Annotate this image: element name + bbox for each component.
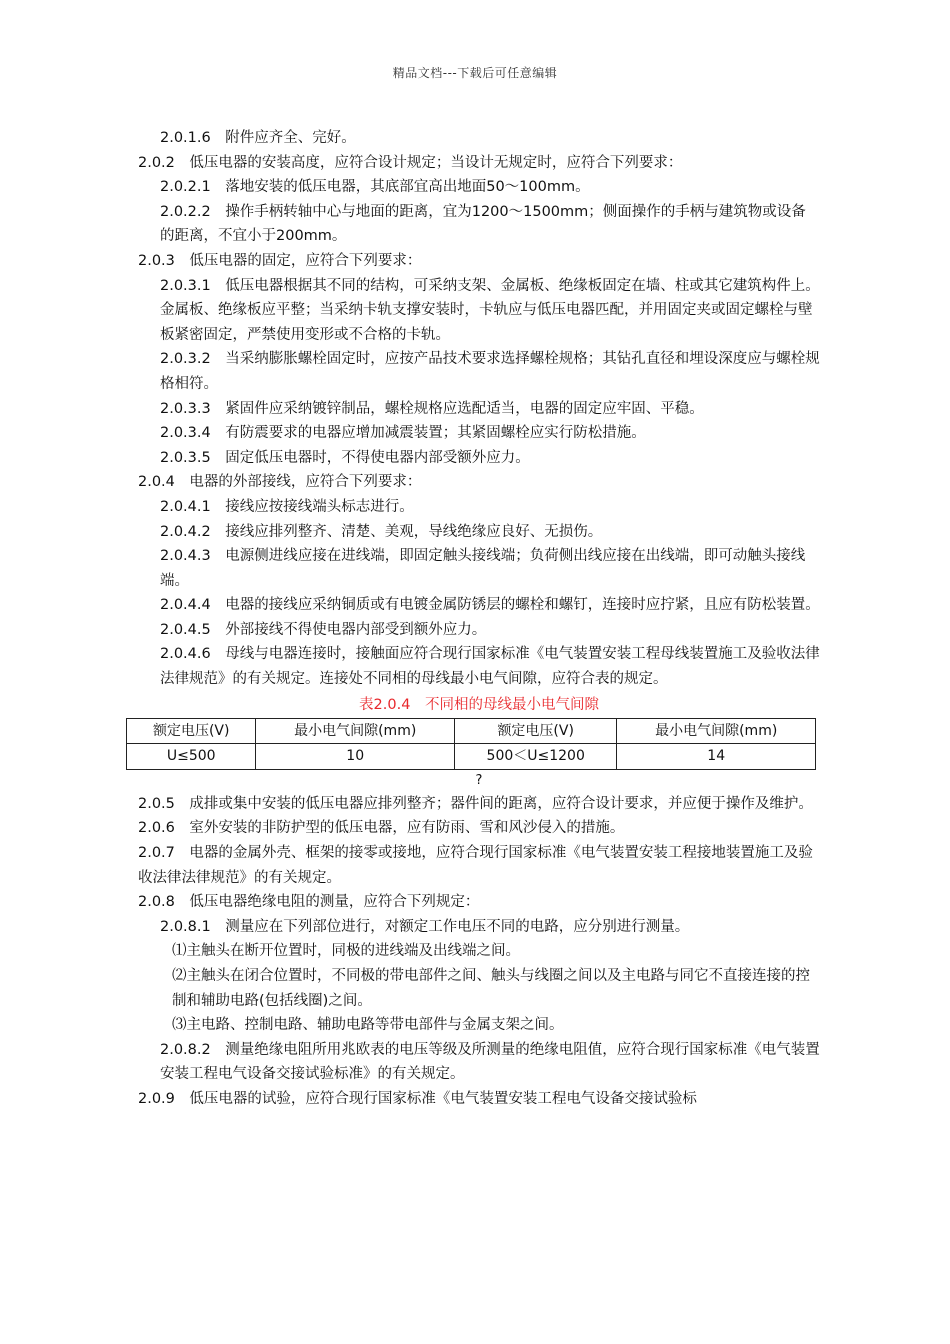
paragraph-group-bottom xyxy=(138,792,820,1112)
paragraph: ⑵主触头在闭合位置时，不同极的带电部件之间、触头与线圈之间以及主电路与同它不直接连接的控制和辅助电路(包括线圈)之间。 xyxy=(172,968,810,1009)
document-body xyxy=(138,126,820,1112)
paragraph: 2.0.7 电器的金属外壳、框架的接零或接地，应符合现行国家标准《电气装置安装工程接地装置施工及验收法律法律规范》的有关规定。 xyxy=(138,845,813,886)
table-header-row xyxy=(127,718,816,744)
paragraph: ⑴主触头在断开位置时，同极的进线端及出线端之间。 xyxy=(172,943,520,960)
paragraph: 2.0.3.2 当采纳膨胀螺栓固定时，应按产品技术要求选择螺栓规格；其钻孔直径和埋设深度应与螺栓规格相符。 xyxy=(160,351,820,392)
paragraph: 2.0.8.1 测量应在下列部位进行，对额定工作电压不同的电路，应分别进行测量。 xyxy=(160,918,690,935)
table-caption: 表2.0.4 不同相的母线最小电气间隙 xyxy=(359,696,599,713)
paragraph: 2.0.2.2 操作手柄转轴中心与地面的距离，宜为1200～1500mm；侧面操作的手柄与建筑物或设备的距离，不宜小于200mm。 xyxy=(160,203,806,245)
paragraph: 2.0.3.5 固定低压电器时，不得使电器内部受额外应力。 xyxy=(160,449,530,466)
placeholder-mark: ? xyxy=(475,772,483,788)
table-header-cell: 额定电压(V) xyxy=(454,718,616,744)
paragraph: 2.0.1.6 附件应齐全、完好。 xyxy=(160,130,356,146)
paragraph: 2.0.3.3 紧固件应采纳镀锌制品，螺栓规格应选配适当，电器的固定应牢固、平稳。 xyxy=(160,400,704,417)
table-cell: 10 xyxy=(256,744,455,770)
table-cell: 500＜U≤1200 xyxy=(454,744,616,770)
table-header-cell: 额定电压(V) xyxy=(127,718,256,744)
paragraph: 2.0.4.1 接线应按接线端头标志进行。 xyxy=(160,498,414,515)
paragraph: 2.0.2 低压电器的安装高度，应符合设计规定；当设计无规定时，应符合下列要求： xyxy=(138,154,683,171)
paragraph: 2.0.4.4 电器的接线应采纳铜质或有电镀金属防锈层的螺栓和螺钉，连接时应拧紧，且应有防松装置。 xyxy=(160,597,820,614)
paragraph: 2.0.3 低压电器的固定，应符合下列要求： xyxy=(138,252,422,269)
table-cell: 14 xyxy=(617,744,816,770)
paragraph: 2.0.8.2 测量绝缘电阻所用兆欧表的电压等级及所测量的绝缘电阻值，应符合现行国家标准《电气装置安装工程电气设备交接试验标准》的有关规定。 xyxy=(160,1041,820,1083)
paragraph: ⑶主电路、控制电路、辅助电路等带电部件与金属支架之间。 xyxy=(172,1017,564,1034)
paragraph: 2.0.4.3 电源侧进线应接在进线端，即固定触头接线端；负荷侧出线应接在出线端，即可动触头接线端。 xyxy=(160,548,806,589)
paragraph: 2.0.5 成排或集中安装的低压电器应排列整齐；器件间的距离，应符合设计要求，并应便于操作及维护。 xyxy=(138,795,813,812)
paragraph: 2.0.9 低压电器的试验，应符合现行国家标准《电气装置安装工程电气设备交接试验标 xyxy=(138,1090,697,1107)
page-header: 精品文档---下载后可任意编辑 xyxy=(392,66,558,80)
paragraph: 2.0.4 电器的外部接线，应符合下列要求： xyxy=(138,474,422,491)
paragraph: 2.0.4.6 母线与电器连接时，接触面应符合现行国家标准《电气装置安装工程母线装置施工及验收法律法律规范》的有关规定。连接处不同相的母线最小电气间隙，应符合表的规定。 xyxy=(160,646,820,688)
table-header-cell: 最小电气间隙(mm) xyxy=(617,718,816,744)
table-header-cell: 最小电气间隙(mm) xyxy=(256,718,455,744)
paragraph-group-top xyxy=(138,126,820,692)
paragraph: 2.0.8 低压电器绝缘电阻的测量，应符合下列规定： xyxy=(138,894,480,911)
paragraph: 2.0.4.5 外部接线不得使电器内部受到额外应力。 xyxy=(160,621,487,638)
paragraph: 2.0.6 室外安装的非防护型的低压电器，应有防雨、雪和风沙侵入的措施。 xyxy=(138,820,625,837)
paragraph: 2.0.3.4 有防震要求的电器应增加减震装置；其紧固螺栓应实行防松措施。 xyxy=(160,425,646,442)
clearance-table xyxy=(126,718,816,770)
table-cell: U≤500 xyxy=(127,744,256,770)
table-row xyxy=(127,744,816,770)
paragraph: 2.0.3.1 低压电器根据其不同的结构，可采纳支架、金属板、绝缘板固定在墙、柱或其它建筑构件上。金属板、绝缘板应平整；当采纳卡轨支撑安装时，卡轨应与低压电器匹配，并用固定夹或固定螺栓与壁板紧密固定，严禁使用变形或不合格的卡轨。 xyxy=(160,277,820,343)
paragraph: 2.0.2.1 落地安装的低压电器，其底部宜高出地面50～100mm。 xyxy=(160,179,590,196)
paragraph: 2.0.4.2 接线应排列整齐、清楚、美观，导线绝缘应良好、无损伤。 xyxy=(160,523,603,540)
